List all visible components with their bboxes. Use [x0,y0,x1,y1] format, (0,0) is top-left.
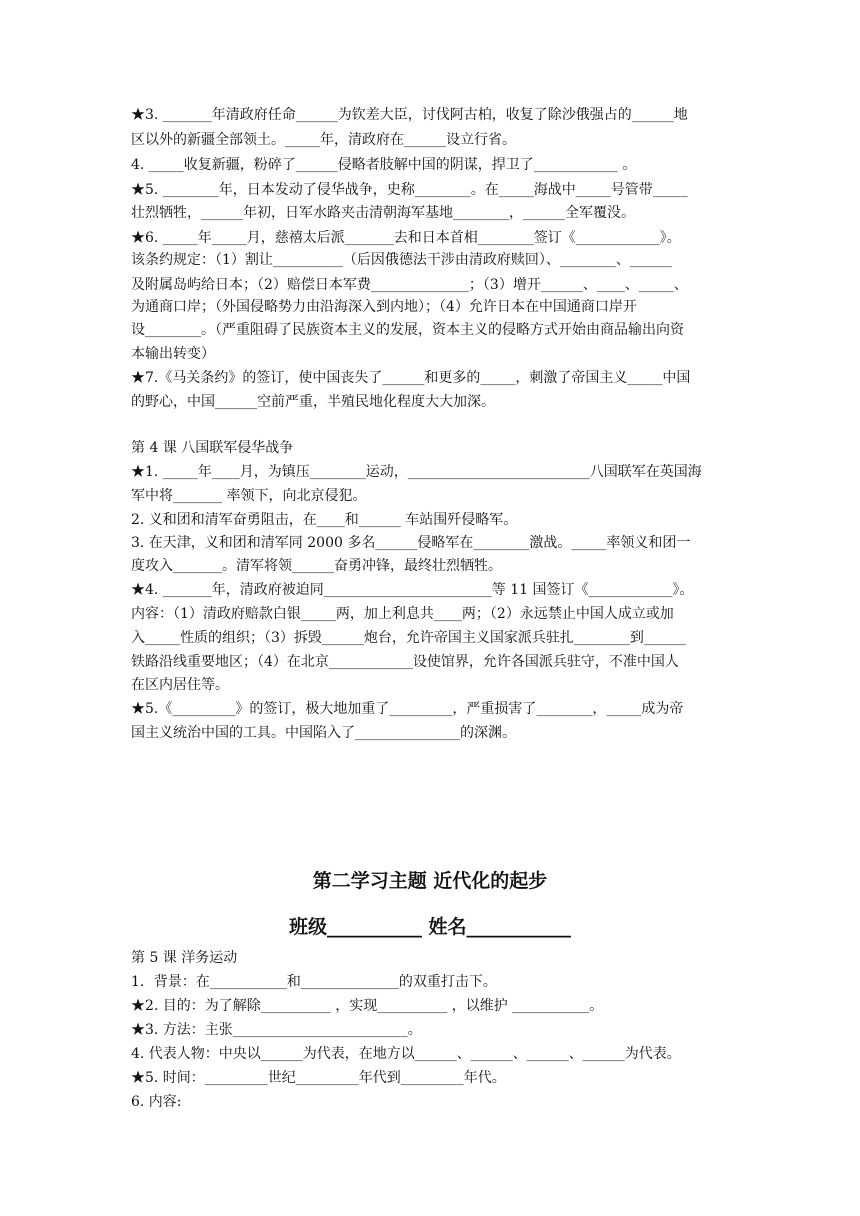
lesson-4-title: 第 4 课 八国联军侵华战争 [131,440,294,456]
lesson-4-item-1-line-1: ★1. _____年____月，为镇压________运动，__________________________八国联军在英国海 [131,464,702,480]
lesson-5-item-3: ★3. 方法：主张_________________________。 [131,1022,422,1038]
item-6-line-2: 该条约规定：（1）割让__________（后因俄德法干涉由清政府赎回）、________、______ [131,252,672,268]
lesson-5-item-1: 1．背景：在___________和______________的双重打击下。 [131,974,497,990]
item-6-line-5: 设________。（严重阻碍了民族资本主义的发展，资本主义的侵略方式开始由商品输出向资 [131,322,684,338]
lesson-4-item-4-line-2: 内容：（1）清政府赔款白银_____两，加上利息共____两；（2）永远禁止中国人成立或加 [131,606,674,622]
item-6-line-6: 本输出转变） [131,346,215,362]
lesson-4-item-3-line-2: 度攻入_______。清军将领______奋勇冲锋，最终壮烈牺牲。 [131,558,502,574]
item-7-line-1: ★7.《马关条约》的签订，使中国丧失了______和更多的_____，刺激了帝国主义_____中国 [131,370,691,386]
item-3-line-2: 区以外的新疆全部领土。_____年，清政府在______设立行省。 [131,132,516,148]
lesson-5-item-4: 4. 代表人物：中央以______为代表，在地方以______、______、______、______为代表。 [131,1046,681,1062]
item-3-line-1: ★3. _______年清政府任命______为钦差大臣，讨伐阿古柏，收复了除沙俄强占的______地 [131,107,688,123]
lesson-5-item-2: ★2. 目的：为了解除__________ ，实现__________ ，以维护 ___________。 [131,998,604,1014]
lesson-5-item-5: ★5. 时间：_________世纪_________年代到_________年代。 [131,1070,506,1086]
item-5-line-2: 壮烈牺牲，______年初，日军水路夹击清朝海军基地________，______全军覆没。 [131,205,635,221]
lesson-4-item-4-line-5: 在区内居住等。 [131,677,229,693]
lesson-4-item-1-line-2: 军中将_______ 率领下，向北京侵犯。 [131,488,367,504]
lesson-4-item-2: 2. 义和团和清军奋勇阻击，在____和______ 车站围歼侵略军。 [131,512,518,528]
class-name-line: 班级__________ 姓名___________ [288,916,572,938]
lesson-4-item-5-line-1: ★5.《_________》的签订，极大地加重了_________，严重损害了________，_____成为帝 [131,701,684,717]
lesson-4-item-4-line-1: ★4. _______年，清政府被迫同________________________等 11 国签订《____________》。 [131,582,694,598]
lesson-5-item-6: 6. 内容: [131,1094,182,1110]
lesson-4-item-3-line-1: 3. 在天津，义和团和清军同 2000 多名______侵略军在________激战。_____率领义和团一 [131,535,691,551]
item-6-line-1: ★6. _____年_____月，慈禧太后派_______去和日本首相________签订《____________》。 [131,230,681,246]
item-6-line-4: 为通商口岸；（外国侵略势力由沿海深入到内地）；（4）允许日本在中国通商口岸开 [131,299,637,315]
item-7-line-2: 的野心，中国______空前严重，半殖民地化程度大大加深。 [131,394,495,410]
item-5-line-1: ★5. ________年，日本发动了侵华战争，史称________。在_____海战中_____号管带_____ [131,182,688,198]
item-4-line-1: 4. _____收复新疆，粉碎了______侵略者肢解中国的阴谋，捍卫了____________ 。 [131,157,637,173]
lesson-4-item-4-line-3: 入_____性质的组织；（3）拆毁______炮台，允许帝国主义国家派兵驻扎________到______ [131,630,686,646]
lesson-4-item-5-line-2: 国主义统治中国的工具。中国陷入了_______________的深渊。 [131,725,516,741]
lesson-5-title: 第 5 课 洋务运动 [131,950,238,966]
item-6-line-3: 及附属岛屿给日本；（2）赔偿日本军费______________；（3）增开______、____、_____、 [131,277,688,293]
lesson-4-item-4-line-4: 铁路沿线重要地区；（4）在北京____________设使馆界，允许各国派兵驻守，不准中国人 [131,654,679,670]
theme-heading: 第二学习主题 近代化的起步 [312,870,548,892]
